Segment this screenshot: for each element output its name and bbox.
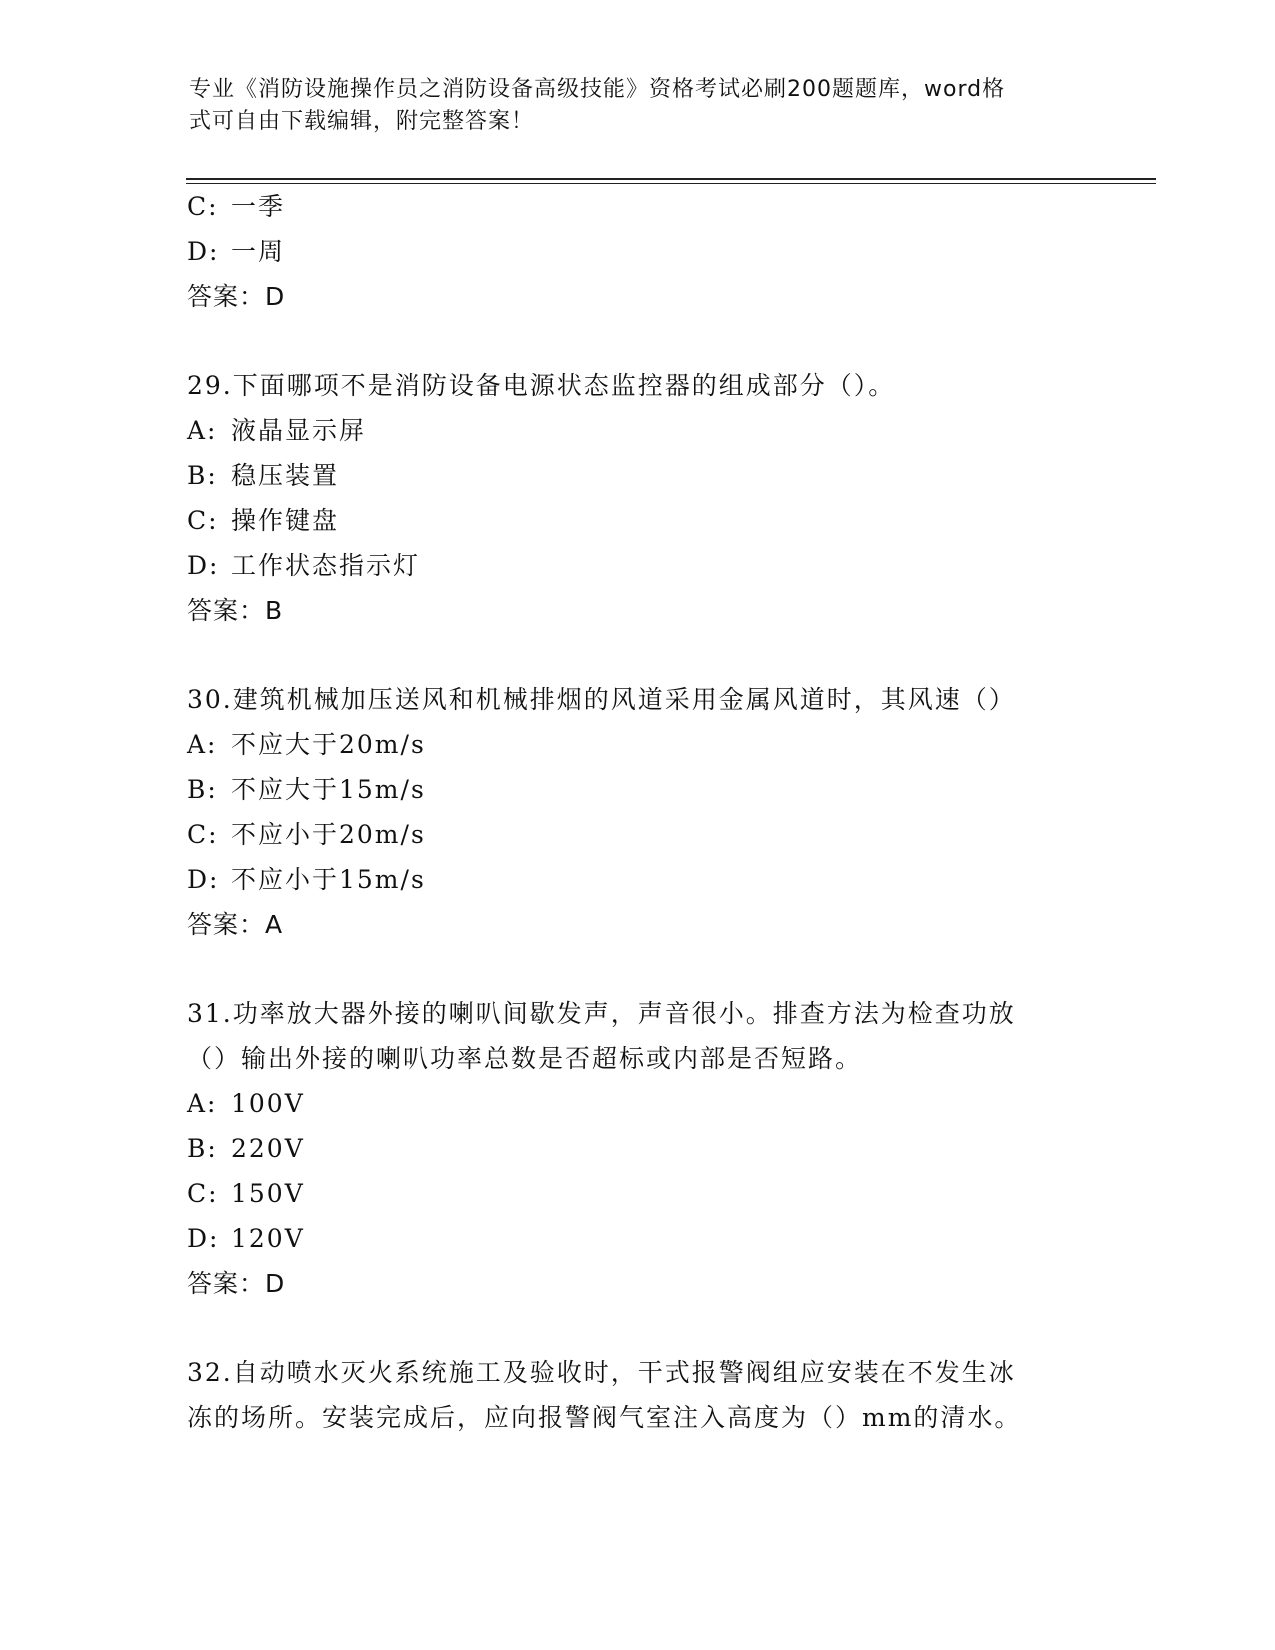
option-c (187, 819, 426, 851)
option-d (187, 236, 285, 268)
option-text: 液晶显示屏 (231, 416, 367, 445)
option-a (187, 1088, 305, 1120)
header-line-2: 式可自由下载编辑，附完整答案！ (189, 109, 535, 134)
option-d (187, 1223, 305, 1255)
option-label: B: (187, 461, 218, 490)
option-label: D: (187, 1224, 220, 1253)
option-text: 工作状态指示灯 (231, 551, 421, 580)
question-stem: 31.功率放大器外接的喇叭间歇发声，声音很小。排查方法为检查功放 (187, 999, 1016, 1028)
option-b (187, 460, 339, 492)
page-header (189, 74, 1069, 138)
option-text: 不应小于20m/s (231, 820, 426, 849)
option-label: A: (187, 416, 218, 445)
question-stem-continued: 冻的场所。安装完成后，应向报警阀气室注入高度为（）mm的清水。 (187, 1403, 1022, 1432)
header-line-1: 专业《消防设施操作员之消防设备高级技能》资格考试必刷200题题库，word格 (189, 77, 1006, 102)
option-text: 不应大于15m/s (231, 775, 426, 804)
option-text: 不应小于15m/s (231, 865, 426, 894)
option-b (187, 774, 426, 806)
answer-line: 答案：B (187, 596, 284, 625)
option-label: C: (187, 192, 219, 221)
option-text: 稳压装置 (231, 461, 340, 490)
answer-line: 答案：D (187, 282, 286, 311)
option-label: B: (187, 1134, 218, 1163)
option-c (187, 1178, 305, 1210)
question-stem: 32.自动喷水灭火系统施工及验收时，干式报警阀组应安装在不发生冰 (187, 1358, 1016, 1387)
option-label: D: (187, 237, 220, 266)
option-text: 150V (231, 1179, 305, 1208)
option-label: C: (187, 506, 219, 535)
option-d (187, 864, 426, 896)
option-c (187, 505, 339, 537)
option-text: 120V (231, 1224, 305, 1253)
option-a (187, 729, 426, 761)
question-stem-continued: （）输出外接的喇叭功率总数是否超标或内部是否短路。 (187, 1044, 863, 1073)
option-label: A: (187, 1089, 218, 1118)
header-divider-thin (186, 183, 1156, 184)
answer-line: 答案：D (187, 1269, 286, 1298)
option-c (187, 191, 285, 223)
option-text: 不应大于20m/s (231, 730, 426, 759)
option-label: D: (187, 865, 220, 894)
option-text: 操作键盘 (231, 506, 340, 535)
question-stem: 29.下面哪项不是消防设备电源状态监控器的组成部分（）。 (187, 371, 896, 400)
option-text: 一周 (231, 237, 286, 266)
option-b (187, 1133, 305, 1165)
option-d (187, 550, 420, 582)
option-label: D: (187, 551, 220, 580)
option-a (187, 415, 366, 447)
option-text: 一季 (231, 192, 286, 221)
option-text: 100V (231, 1089, 305, 1118)
option-text: 220V (231, 1134, 305, 1163)
header-divider-thick (186, 178, 1156, 180)
question-stem: 30.建筑机械加压送风和机械排烟的风道采用金属风道时，其风速（） (187, 685, 1016, 714)
option-label: C: (187, 820, 219, 849)
option-label: C: (187, 1179, 219, 1208)
option-label: B: (187, 775, 218, 804)
answer-line: 答案：A (187, 910, 284, 939)
option-label: A: (187, 730, 218, 759)
